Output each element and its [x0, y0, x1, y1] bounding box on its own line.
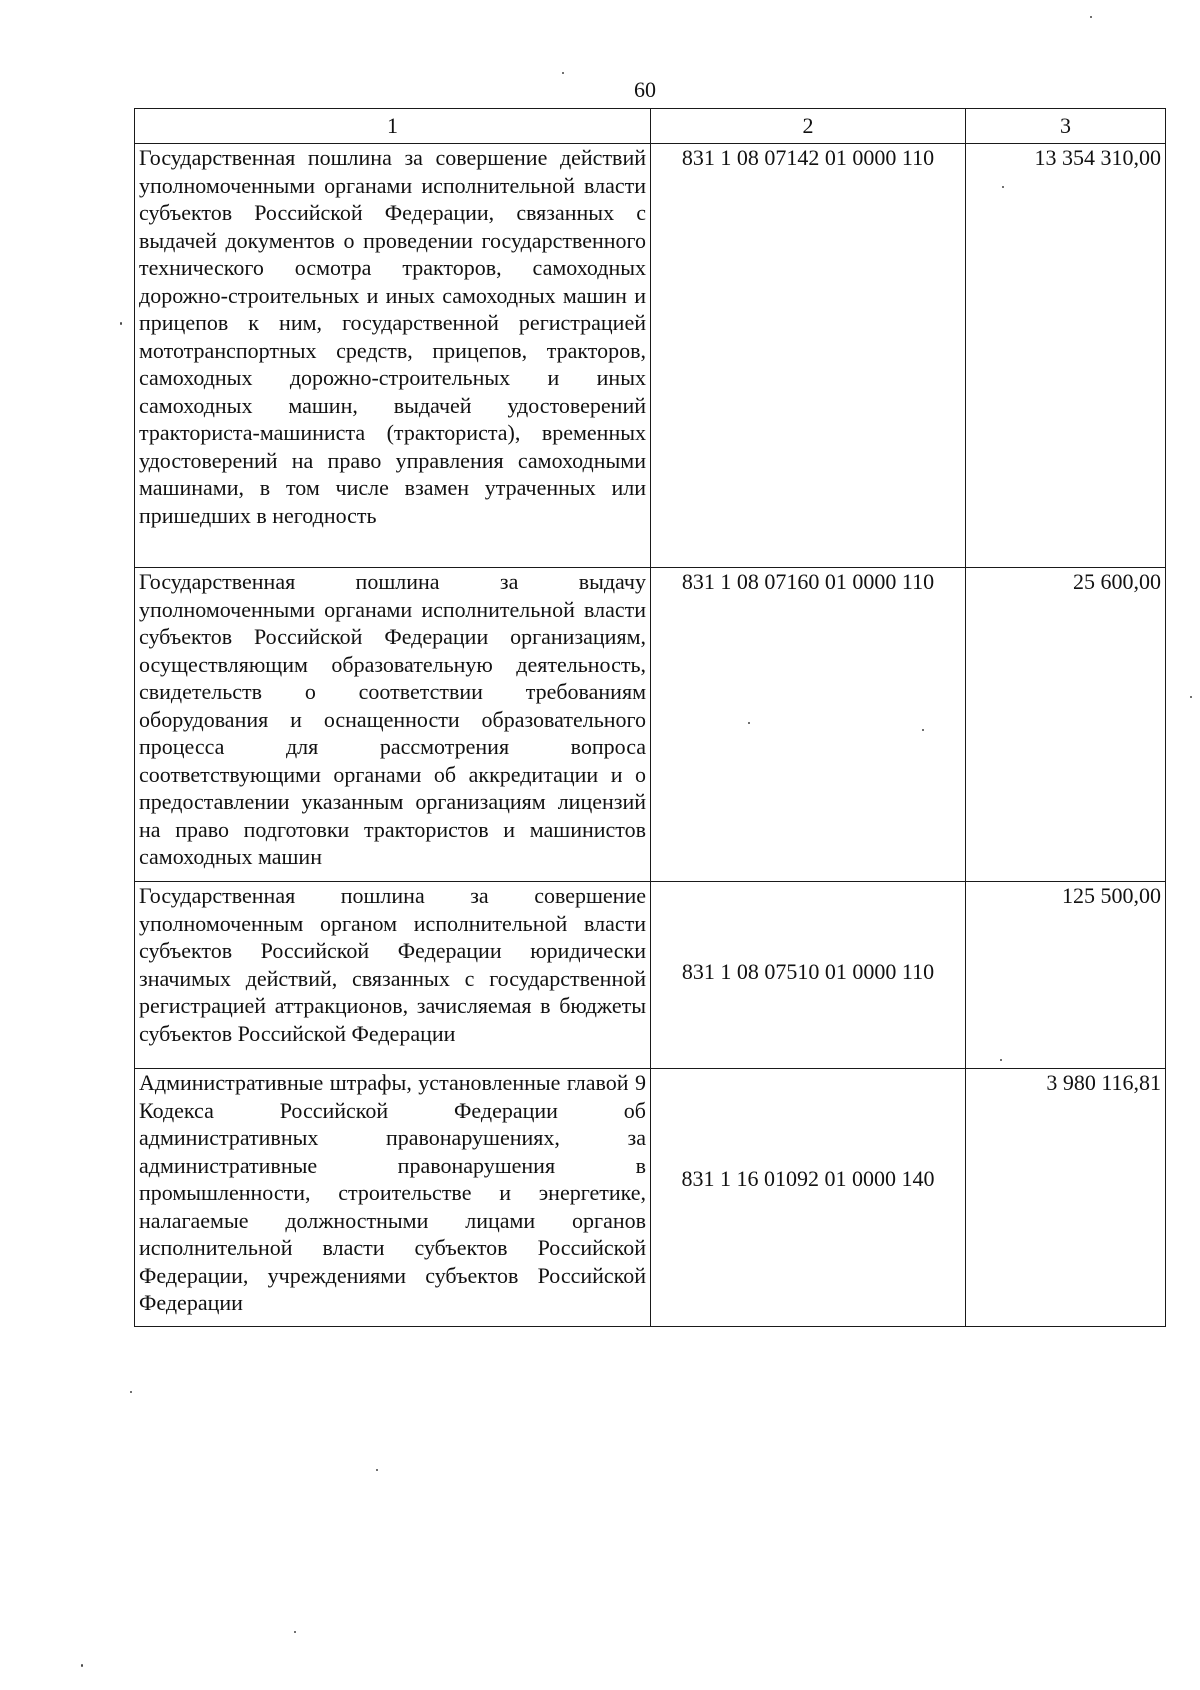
- row-amount: 125 500,00: [966, 882, 1166, 1069]
- row-description: Государственная пошлина за совершение уполномоченным органом исполнительной власти субъектов Российской Федерации юридически значимых действий, связанных с государственной регистрацией аттракционов, зачисляемая в бюджеты субъектов Российской Федерации: [135, 882, 651, 1069]
- scan-speck: [130, 1391, 132, 1393]
- row-budget-code: 831 1 08 07510 01 0000 110: [651, 882, 966, 1069]
- scan-speck: [1090, 16, 1092, 18]
- scan-speck: [748, 722, 750, 724]
- table-row: [135, 1069, 1166, 1327]
- page-number: 60: [634, 77, 656, 102]
- row-budget-code: 831 1 08 07160 01 0000 110: [651, 568, 966, 882]
- table-header-row: [135, 109, 1166, 144]
- row-amount: 25 600,00: [966, 568, 1166, 882]
- row-budget-code: 831 1 08 07142 01 0000 110: [651, 144, 966, 568]
- row-description: Государственная пошлина за совершение действий уполномоченными органами исполнительной власти субъектов Российской Федерации, связанных с выдачей документов о проведении государственного технического осмотра тракторов, самоходных дорожно-строительных и иных самоходных машин и прицепов к ним, государственной регистрацией мототранспортных средств, прицепов, тракторов, самоходных дорожно-строительных и иных самоходных машин, выдачей удостоверений тракториста-машиниста (тракториста), временных удостоверений на право управления самоходными машинами, в том числе взамен утраченных или пришедших в негодность: [135, 144, 651, 568]
- scan-speck: [922, 729, 924, 731]
- scan-speck: [562, 72, 564, 74]
- scan-speck: [1002, 186, 1004, 188]
- scan-speck: [376, 1469, 378, 1471]
- table-row: [135, 144, 1166, 568]
- row-amount: 13 354 310,00: [966, 144, 1166, 568]
- row-amount: 3 980 116,81: [966, 1069, 1166, 1327]
- column-header-1: 1: [135, 109, 651, 144]
- column-header-2: 2: [651, 109, 966, 144]
- scan-speck: [1190, 696, 1192, 698]
- scan-speck: [294, 1631, 296, 1633]
- scan-speck: [120, 322, 122, 325]
- row-budget-code: 831 1 16 01092 01 0000 140: [651, 1069, 966, 1327]
- scan-speck: [1000, 1059, 1002, 1061]
- row-description: Административные штрафы, установленные главой 9 Кодекса Российской Федерации об административных правонарушениях, за административные правонарушения в промышленности, строительстве и энергетике, налагаемые должностными лицами органов исполнительной власти субъектов Российской Федерации, учреждениями субъектов Российской Федерации: [135, 1069, 651, 1327]
- table-row: [135, 882, 1166, 1069]
- budget-revenue-table: [134, 108, 1166, 1327]
- column-header-3: 3: [966, 109, 1166, 144]
- scan-speck: [81, 1664, 83, 1667]
- row-description: Государственная пошлина за выдачу уполномоченными органами исполнительной власти субъектов Российской Федерации организациям, осуществляющим образовательную деятельность, свидетельств о соответствии требованиям оборудования и оснащенности образовательного процесса для рассмотрения вопроса соответствующими органами об аккредитации и о предоставлении указанным организациям лицензий на право подготовки трактористов и машинистов самоходных машин: [135, 568, 651, 882]
- table-row: [135, 568, 1166, 882]
